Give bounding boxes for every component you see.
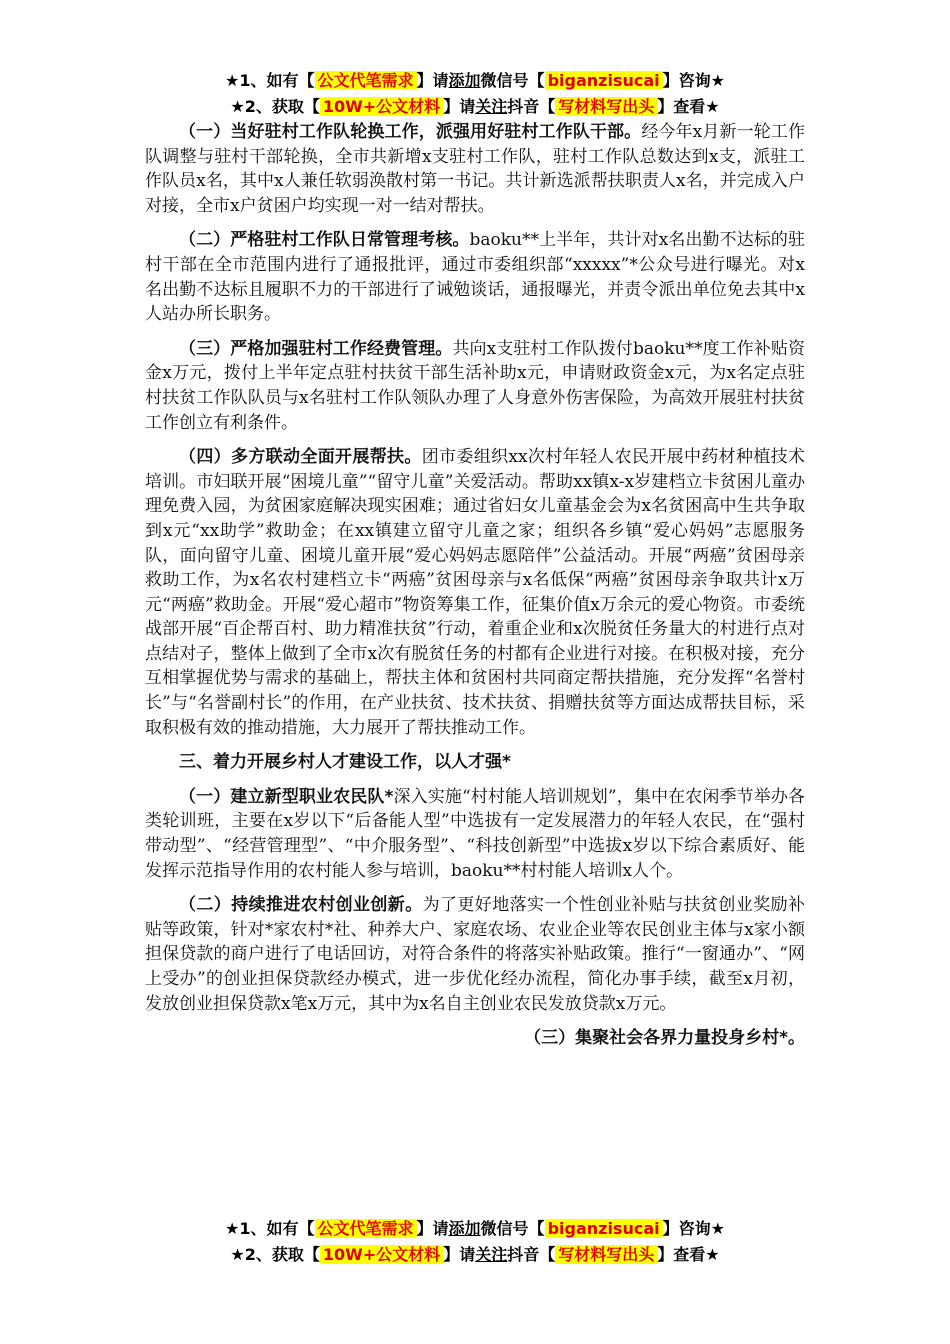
paragraph-text: 为了更好地落实一个性创业补贴与扶贫创业奖励补贴等政策，针对*家农村*社、种养大户、家庭农场、农业企业等农民创业主体与x家小额担保贷款的商户进行了电话回访，对符合条件的将落实补贴政策。推行“一窗通办”、“网上受办”的创业担保贷款经办模式，进一步优化经办流程，简化办事手续，截至x月初，发放创业担保贷款x笔x万元，其中为x名自主创业农民发放贷款x万元。 — [145, 895, 806, 1014]
banner-text: ★1、如有【 — [225, 1219, 315, 1238]
paragraph-1 — [145, 120, 805, 218]
paragraph-text: 共向x支驻村工作队拨付baoku**度工作补贴资金x万元，拨付上半年定点驻村扶贫干部生活补助x元，申请财政资金x元，为x名定点驻村扶贫工作队队员与x名驻村工作队领队办理了人身意外伤害保险，为高效开展驻村扶贫工作创立有利条件。 — [145, 338, 806, 433]
paragraph-3 — [145, 337, 805, 435]
paragraph-4 — [145, 445, 805, 740]
banner-text: 】请 — [416, 1219, 449, 1238]
banner-text: 抖音【 — [507, 97, 556, 116]
banner-emphasis: 添加 — [448, 71, 481, 90]
douyin-id-link[interactable]: 写材料写出头 — [555, 97, 657, 116]
paragraph-lead: （二）严格驻村工作队日常管理考核。 — [179, 230, 470, 251]
paragraph-text: 经今年x月新一轮工作队调整与驻村干部轮换，全市共新增x支驻村工作队，驻村工作队总数达到x支，派驻工作队员x名，其中x人兼任软弱涣散村第一书记。共计新选派帮扶职责人x名，并完成入户对接，全市x户贫困户均实现一对一结对帮扶。 — [145, 122, 806, 216]
paragraph-lead: （四）多方联动全面开展帮扶。 — [179, 447, 422, 468]
document-body — [145, 120, 805, 1051]
banner-text: 】查看★ — [657, 1245, 720, 1264]
ad-highlight-link[interactable]: 10W+公文材料 — [320, 97, 443, 116]
banner-line-1 — [0, 1216, 950, 1242]
banner-line-2 — [0, 94, 950, 120]
paragraph-6 — [145, 893, 805, 1016]
paragraph-lead: （一）当好驻村工作队轮换工作，派强用好驻村工作队干部。 — [179, 122, 642, 142]
banner-text: 抖音【 — [507, 1245, 556, 1264]
banner-text: 】咨询★ — [662, 1219, 725, 1238]
banner-text: ★2、获取【 — [230, 1245, 320, 1264]
banner-text: 】咨询★ — [662, 71, 725, 90]
paragraph-lead: （三）严格加强驻村工作经费管理。 — [179, 338, 453, 359]
top-banner — [0, 68, 950, 120]
final-heading: （三）集聚社会各界力量投身乡村*。 — [524, 1028, 805, 1049]
ad-highlight-link[interactable]: 公文代笔需求 — [315, 1219, 417, 1238]
banner-emphasis: 关注 — [475, 97, 508, 116]
paragraph-lead: （二）持续推进农村创业创新。 — [179, 895, 423, 916]
ad-highlight-link[interactable]: 公文代笔需求 — [315, 71, 417, 90]
paragraph-2 — [145, 228, 805, 326]
paragraph-5 — [145, 785, 805, 883]
paragraph-gap — [145, 327, 805, 337]
banner-emphasis: 关注 — [475, 1245, 508, 1264]
paragraph-gap — [145, 435, 805, 445]
ad-highlight-link[interactable]: 10W+公文材料 — [320, 1245, 443, 1264]
section-heading: 三、着力开展乡村人才建设工作，以人才强* — [179, 752, 511, 773]
banner-text: 】请 — [443, 1245, 476, 1264]
bottom-banner — [0, 1216, 950, 1268]
banner-emphasis: 添加 — [448, 1219, 481, 1238]
douyin-id-link[interactable]: 写材料写出头 — [555, 1245, 657, 1264]
paragraph-gap — [145, 883, 805, 893]
banner-text: ★2、获取【 — [230, 97, 320, 116]
paragraph-gap — [145, 1016, 805, 1026]
banner-text: 微信号【 — [480, 71, 545, 90]
wechat-id-link[interactable]: biganzisucai — [545, 71, 663, 90]
paragraph-text: 深入实施“村村能人培训规划”，集中在农闲季节举办各类轮训班，主要在x岁以下“后备能人型”中选拔有一定发展潜力的年轻人农民，在“强村带动型”、“经营管理型”、“中介服务型”、“科技创新型”中选拔x岁以下综合素质好、能发挥示范指导作用的农村能人参与培训，baoku**村村能人培训x人个。 — [145, 786, 805, 881]
banner-line-2 — [0, 1242, 950, 1268]
paragraph-gap — [145, 775, 805, 785]
banner-text: ★1、如有【 — [225, 71, 315, 90]
banner-line-1 — [0, 68, 950, 94]
paragraph-gap — [145, 218, 805, 228]
paragraph-lead: （一）建立新型职业农民队* — [179, 786, 394, 807]
banner-text: 】请 — [416, 71, 449, 90]
banner-text: 】查看★ — [657, 97, 720, 116]
paragraph-gap — [145, 740, 805, 750]
banner-text: 】请 — [443, 97, 476, 116]
wechat-id-link[interactable]: biganzisucai — [545, 1219, 663, 1238]
banner-text: 微信号【 — [480, 1219, 545, 1238]
paragraph-text: 团市委组织xx次村年轻人农民开展中药材种植技术培训。市妇联开展“困境儿童”“留守儿童”关爱活动。帮助xx镇x-x岁建档立卡贫困儿童办理免费入园，为贫困家庭解决现实困难；通过省妇女儿童基金会为x名贫困高中生共争取到x元“xx助学”救助金；在xx镇建立留守儿童之家；组织各乡镇“爱心妈妈”志愿服务队，面向留守儿童、困境儿童开展“爱心妈妈志愿陪伴”公益活动。开展“两癌”贫困母亲救助工作，为x名农村建档立卡“两癌”贫困母亲与x名低保“两癌”贫困母亲争取共计x万元“两癌”救助金。开展“爱心超市”物资筹集工作，征集价值x万余元的爱心物资。市委统战部开展“百企帮百村、助力精准扶贫”行动，着重企业和x次脱贫任务量大的村进行点对点结对子，整体上做到了全市x次有脱贫任务的村都有企业进行对接。在积极对接，充分互相掌握优势与需求的基础上，帮扶主体和贫困村共同商定帮扶措施，充分发挥“名誉村长”与“名誉副村长”的作用，在产业扶贫、技术扶贫、捐赠扶贫等方面达成帮扶目标，采取积极有效的推动措施，大力展开了帮扶推动工作。 — [145, 447, 805, 738]
paragraph-text: baoku**上半年，共计对x名出勤不达标的驻村干部在全市范围内进行了通报批评，通过市委组织部“xxxxx”*公众号进行曝光。对x名出勤不达标且履职不力的干部进行了诫勉谈话，通报曝光，并责令派出单位免去其中x人站办所长职务。 — [145, 230, 805, 325]
